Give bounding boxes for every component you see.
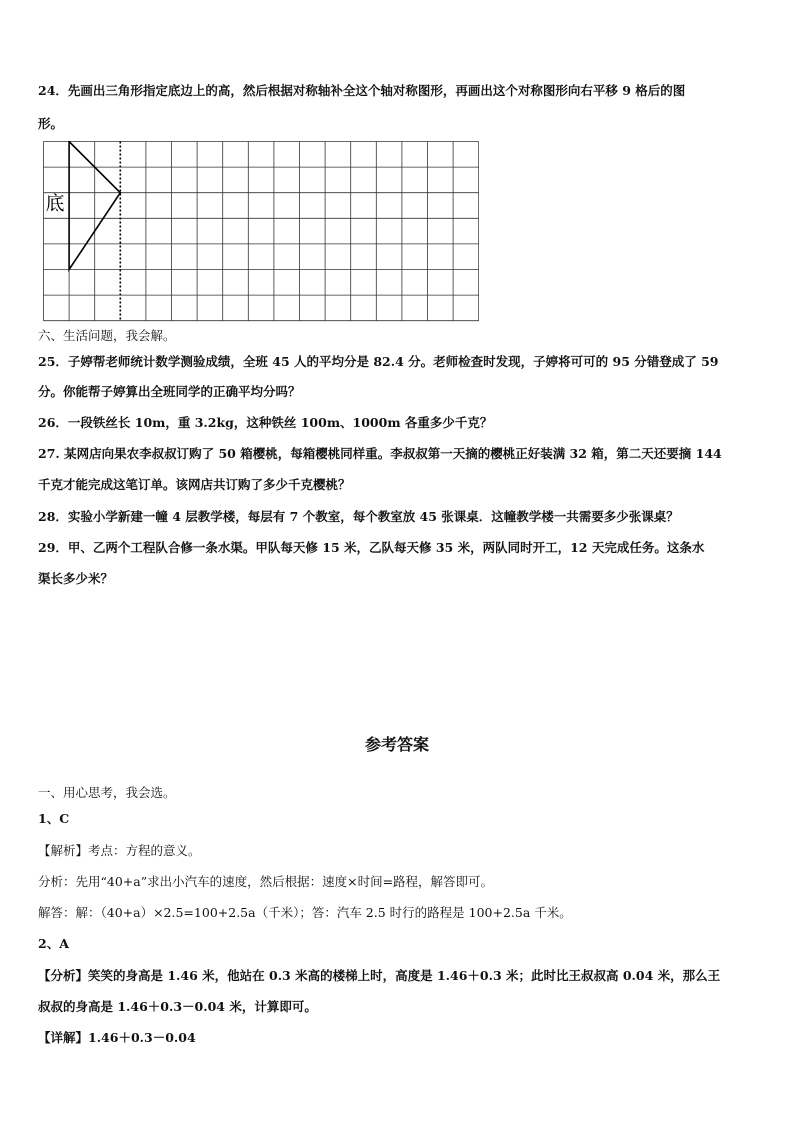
q24-text-line1: 24．先画出三角形指定底边上的高，然后根据对称轴补全这个轴对称图形，再画出这个对称图形向右平移 9 格后的图 [38, 83, 686, 98]
answer-1-jiexi: 【解析】考点：方程的意义。 [38, 843, 201, 858]
q24-grid[interactable] [43, 141, 479, 323]
answers-section-1: 一、用心思考，我会选。 [38, 785, 176, 800]
section-6-heading: 六、生活问题，我会解。 [38, 328, 176, 343]
answer-2-fenxi-line2: 叔叔的身高是 1.46＋0.3－0.04 米，计算即可。 [38, 999, 317, 1014]
q27-text-line1: 27. 某网店向果农李叔叔订购了 50 箱樱桃，每箱樱桃同样重。李叔叔第一天摘的樱桃正好装满 32 箱，第二天还要摘 144 [38, 446, 722, 461]
q25-text-line2: 分。你能帮子婷算出全班同学的正确平均分吗？ [38, 384, 301, 399]
grid-lines [44, 142, 479, 321]
q28-text: 28．实验小学新建一幢 4 层教学楼，每层有 7 个教室，每个教室放 45 张课桌．这幢教学楼一共需要多少张课桌？ [38, 509, 679, 524]
answers-title: 参考答案 [364, 735, 429, 754]
answer-2-fenxi-line1: 【分析】笑笑的身高是 1.46 米，他站在 0.3 米高的楼梯上时，高度是 1.46＋0.3 米；此时比王叔叔高 0.04 米，那么王 [38, 968, 721, 983]
answer-1-head: 1、C [38, 811, 70, 826]
q24-text-line2: 形。 [38, 116, 64, 131]
q26-text: 26．一段铁丝长 10m，重 3.2kg，这种铁丝 100m、1000m 各重多少千克？ [38, 415, 493, 430]
answer-2-head: 2、A [38, 936, 69, 951]
base-label: 底 [45, 192, 65, 215]
q27-text-line2: 千克才能完成这笔订单。该网店共订购了多少千克樱桃？ [38, 477, 351, 492]
q25-text-line1: 25．子婷帮老师统计数学测验成绩，全班 45 人的平均分是 82.4 分。老师检查时发现，子婷将可可的 95 分错登成了 59 [38, 354, 719, 369]
answer-2-xiangjie: 【详解】1.46＋0.3－0.04 [38, 1030, 196, 1045]
answer-1-fenxi: 分析：先用“40+a”求出小汽车的速度，然后根据：速度×时间=路程，解答即可。 [38, 874, 494, 889]
q29-text-line2: 渠长多少米？ [38, 571, 114, 586]
answer-1-jieda: 解答：解：（40+a）×2.5=100+2.5a（千米）；答：汽车 2.5 时行的路程是 100+2.5a 千米。 [38, 905, 572, 920]
q29-text-line1: 29．甲、乙两个工程队合修一条水渠。甲队每天修 15 米，乙队每天修 35 米，两队同时开工，12 天完成任务。这条水 [38, 540, 705, 555]
